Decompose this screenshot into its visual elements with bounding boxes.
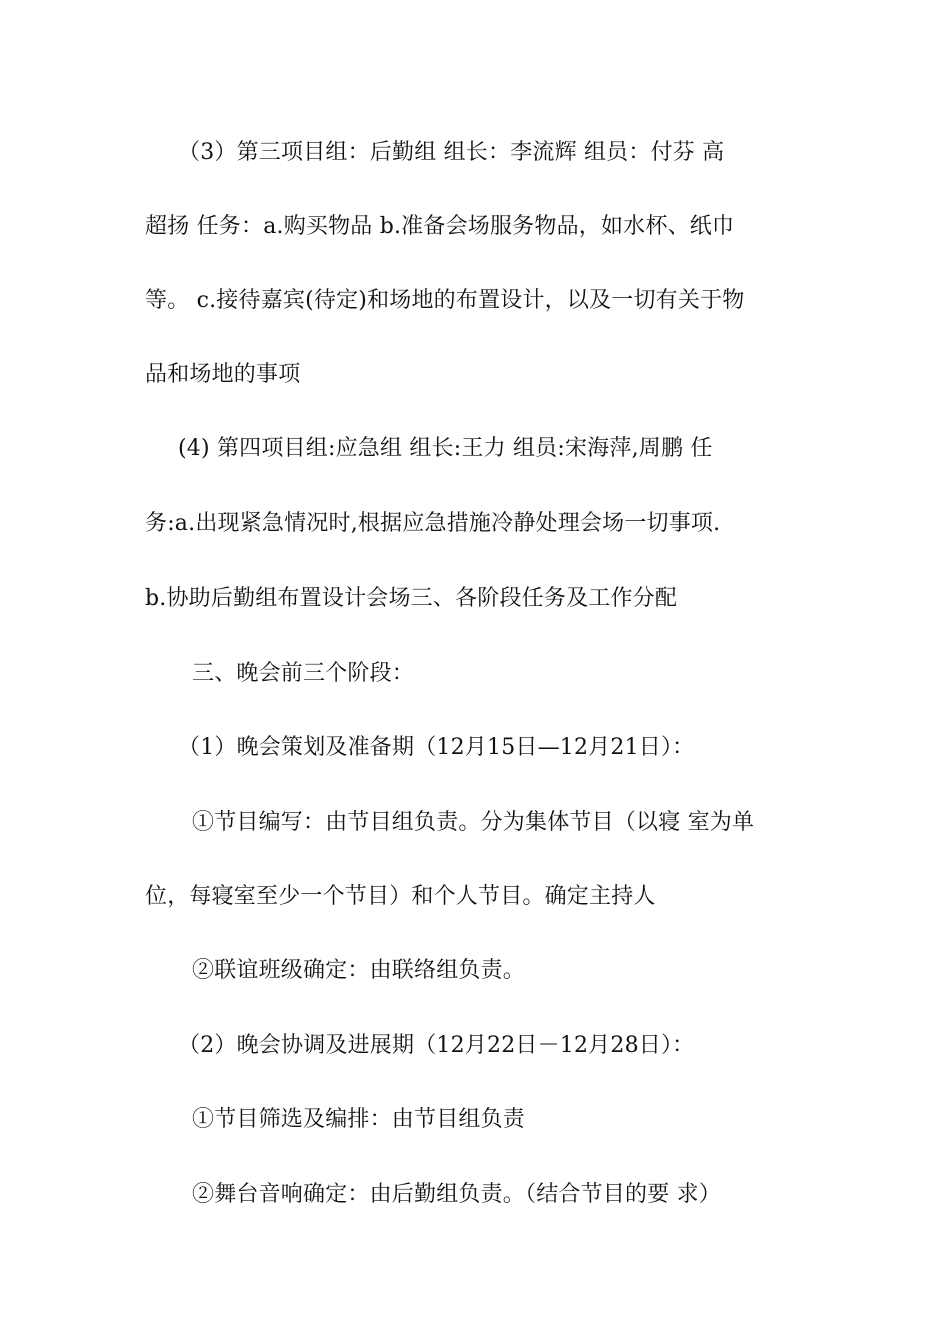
task-line-2: ②联谊班级确定：由联络组负责。 — [192, 958, 526, 983]
task-line-1-cont: 位，每寝室至少一个节目）和个人节目。确定主持人 — [145, 884, 656, 909]
paragraph-line-3: 等。 c.接待嘉宾(待定)和场地的布置设计，以及一切有关于物 — [145, 288, 745, 313]
task-line-1: ①节目编写：由节目组负责。分为集体节目（以寝 室为单 — [192, 810, 755, 835]
stage-heading-2: （2）晚会协调及进展期（12月22日－12月28日）： — [178, 1033, 695, 1058]
paragraph-line-2: 超扬 任务：a.购买物品 b.准备会场服务物品，如水杯、纸巾 — [145, 214, 735, 239]
paragraph-line-7: b.协助后勤组布置设计会场三、各阶段任务及工作分配 — [145, 586, 678, 611]
paragraph-line-6: 务:a.出现紧急情况时,根据应急措施冷静处理会场一切事项. — [145, 511, 721, 536]
paragraph-line-4: 品和场地的事项 — [145, 362, 301, 387]
task-line-4: ②舞台音响确定：由后勤组负责。（结合节目的要 求） — [192, 1182, 721, 1207]
section-heading: 三、晚会前三个阶段： — [192, 661, 415, 686]
paragraph-line-5: (4) 第四项目组:应急组 组长:王力 组员:宋海萍,周鹏 任 — [178, 436, 713, 461]
task-line-3: ①节目筛选及编排：由节目组负责 — [192, 1107, 526, 1132]
paragraph-line-1: （3）第三项目组：后勤组 组长：李流辉 组员：付芬 高 — [178, 140, 725, 165]
stage-heading-1: （1）晚会策划及准备期（12月15日—12月21日）： — [178, 735, 695, 760]
